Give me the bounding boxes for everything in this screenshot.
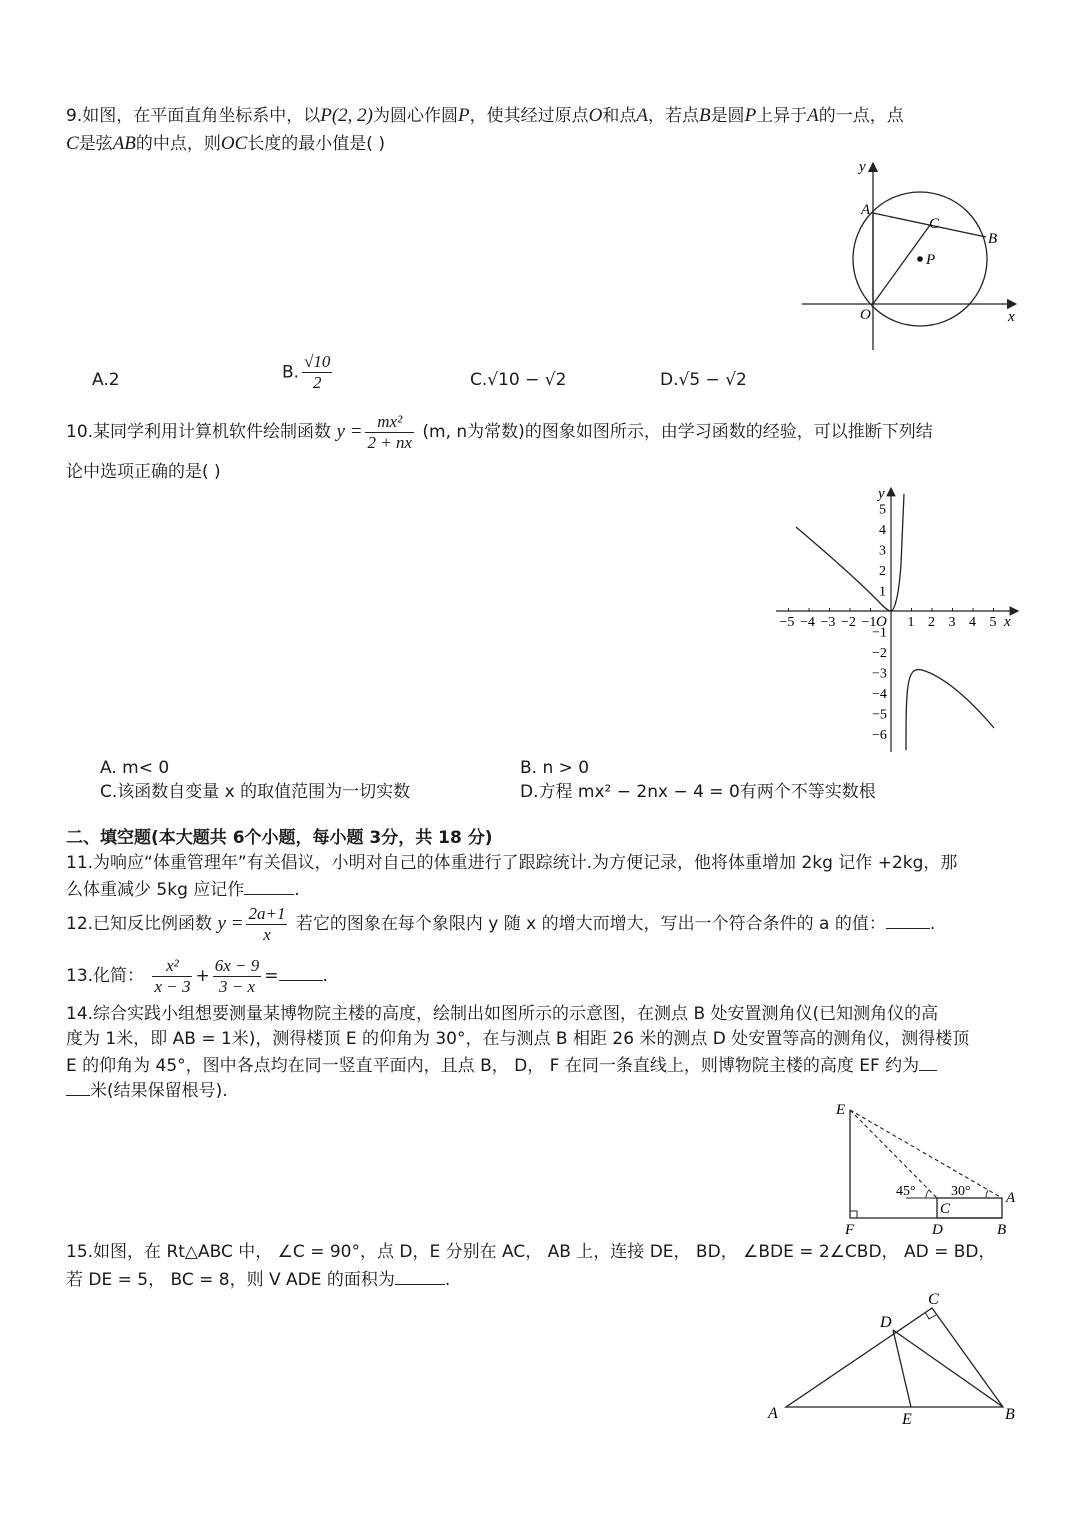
q14-sight-45	[850, 1110, 937, 1198]
q10-figure	[772, 484, 1024, 756]
q15-triangle-abc	[786, 1308, 1003, 1407]
q9-option-d-value: √5 − √2	[678, 370, 747, 390]
q9-text-c: ，使其经过原点	[469, 106, 589, 126]
q10-line2	[66, 460, 221, 484]
q14-line2	[66, 1027, 969, 1051]
q9-p2: P	[744, 105, 757, 126]
q9-option-d	[660, 368, 747, 392]
q10-text-c: 论中选项正确的是( )	[66, 462, 221, 482]
q10-x-tick-label: −3	[820, 615, 836, 630]
q9-b: B	[698, 105, 711, 126]
q15-label-e: E	[902, 1411, 912, 1428]
q9-option-b	[282, 352, 335, 393]
q10-x-tick-label: −4	[800, 615, 815, 630]
q11-line2	[66, 876, 300, 902]
q10-option-c-text: C.该函数自变量 x 的取值范围为一切实数	[100, 782, 411, 802]
q9-circle-p: P	[458, 105, 470, 126]
q10-x-tick-label: 1	[907, 615, 915, 630]
q9-label-a: A	[861, 202, 871, 218]
q13-end: .	[322, 966, 328, 986]
q9-oc: OC	[220, 133, 248, 154]
q11-text-2: 么体重减少 5kg 应记作	[66, 880, 245, 900]
q9-option-c-value: √10 − √2	[487, 370, 567, 390]
q10-den: 2 + nx	[367, 432, 412, 452]
q9-option-b-num: √10	[304, 352, 331, 371]
q10-option-b-text: B. n > 0	[520, 758, 590, 778]
q10-label-o: O	[876, 614, 887, 630]
q10-x-tick-label: 5	[989, 615, 997, 630]
q14-label-b: B	[997, 1222, 1007, 1238]
q9-text-g: 上异于	[756, 106, 808, 126]
q13-line	[66, 954, 328, 998]
q9-text-mid: 的中点，则	[135, 134, 221, 154]
q14-text-1: 14.综合实践小组想要测量某博物院主楼的高度，绘制出如图所示的示意图，在测点 B 处安置测角仪(已知测角仪的高	[66, 1004, 939, 1024]
q14-label-45: 45°	[896, 1184, 916, 1199]
q12-fraction	[246, 904, 287, 945]
q9-text-d: 和点	[602, 106, 637, 126]
q10-option-d-text: D.方程 mx² − 2nx − 4 = 0有两个不等实数根	[520, 782, 876, 802]
q10-y-tick-label: −3	[872, 666, 887, 682]
q9-option-b-den: 2	[313, 373, 322, 392]
q15-label-a: A	[768, 1405, 778, 1422]
q9-option-b-label: B.	[282, 362, 300, 383]
q14-answer-blank-b[interactable]	[66, 1077, 90, 1096]
q9-text-b: 为圆心作圆	[373, 106, 458, 126]
q10-text-b: (m, n为常数)的图象如图所示，由学习函数的经验，可以推断下列结	[422, 422, 933, 442]
q9-o: O	[588, 105, 603, 126]
q14-label-f: F	[845, 1222, 855, 1238]
q12-y-eq: y =	[217, 913, 244, 934]
section-heading-text: 二、填空题(本大题共 6个小题，每小题 3分，共 18 分)	[66, 828, 493, 848]
q15-label-b: B	[1005, 1406, 1015, 1423]
q10-option-b	[520, 756, 589, 780]
q9-label-b: B	[988, 231, 998, 247]
q14-sight-30	[850, 1110, 1002, 1198]
q14-label-d: D	[932, 1222, 943, 1238]
q10-y-tick-label: −4	[872, 687, 887, 702]
q12-num: 2a+1	[248, 903, 286, 923]
q14-label-e: E	[836, 1102, 846, 1118]
q9-option-a	[92, 368, 120, 392]
q15-segment-bd	[893, 1330, 1003, 1407]
q10-x-tick-label: −5	[779, 615, 795, 630]
q10-label-y: y	[878, 486, 885, 502]
q9-label-p: P	[926, 252, 936, 268]
q10-y-tick-label: 2	[879, 564, 886, 579]
q9-line2	[66, 132, 385, 156]
q9-text-h: 的一点，点	[818, 106, 904, 126]
section-heading	[66, 826, 493, 850]
q11-line1	[66, 851, 957, 875]
q13-answer-blank[interactable]	[279, 962, 323, 981]
q10-option-c	[100, 780, 410, 804]
q13-fraction-2	[213, 956, 262, 997]
q10-option-a-text: A. m< 0	[100, 758, 170, 778]
q11-text-1: 11.为响应“体重管理年”有关倡议，小明对自己的体重进行了跟踪统计.为方便记录，他将体重增加 2kg 记作 +2kg，那	[66, 853, 958, 873]
q9-label-y: y	[859, 159, 866, 175]
q10-option-d	[520, 780, 876, 804]
q14-line3	[66, 1052, 937, 1078]
q10-label-x: x	[1004, 614, 1011, 630]
q10-x-tick-label: −1	[861, 615, 877, 630]
q9-option-d-label: D.	[660, 370, 679, 390]
q13-eq: =	[264, 966, 279, 986]
q9-option-b-fraction	[302, 352, 332, 393]
q15-answer-blank[interactable]	[395, 1266, 445, 1285]
q15-text-1: 15.如图，在 Rt△ABC 中， ∠C = 90°，点 D，E 分别在 AC， AB 上，连接 DE， BD， ∠BDE = 2∠CBD， AD = BD，	[66, 1242, 996, 1262]
q9-segment-oc	[873, 225, 930, 304]
q10-y-tick-label: 3	[879, 543, 886, 559]
q10-fraction	[365, 412, 414, 453]
q13-den2: 3 − x	[218, 976, 256, 996]
q10-text-a: 10.某同学利用计算机软件绘制函数	[66, 422, 332, 442]
q10-y-tick-label: 4	[879, 523, 886, 538]
q14-text-2: 度为 1米，即 AB = 1米)，测得楼顶 E 的仰角为 30°，在与测点 B 相距 26 米的测点 D 处安置等高的测角仪，测得楼顶	[66, 1029, 970, 1049]
q9-line1	[66, 104, 904, 128]
q10-x-tick-label: 4	[969, 615, 976, 630]
q10-curve-right	[906, 670, 994, 750]
q10-x-tick-label: 3	[948, 615, 956, 630]
q14-line4	[66, 1077, 228, 1103]
q12-text-a: 12.已知反比例函数	[66, 914, 213, 934]
q9-text-e: ，若点	[647, 106, 699, 126]
q14-answer-blank-a[interactable]	[919, 1052, 937, 1071]
q11-answer-blank[interactable]	[244, 876, 294, 895]
q15-segment-de	[893, 1330, 911, 1407]
q10-curve-left	[796, 494, 904, 611]
q9-text-end: 长度的最小值是( )	[247, 134, 385, 154]
q13-num2: 6x − 9	[214, 955, 260, 975]
q13-num1: x²	[152, 956, 192, 977]
q15-label-c: C	[928, 1291, 939, 1308]
q14-label-30: 30°	[951, 1184, 971, 1199]
q13-fraction-1	[152, 956, 192, 997]
q15-line1	[66, 1240, 996, 1264]
q9-text-a: 9.如图，在平面直角坐标系中，以	[66, 106, 321, 126]
q12-den: x	[263, 924, 271, 944]
q10-y-tick-label: −6	[872, 728, 887, 743]
q9-figure	[800, 155, 1030, 355]
q14-figure	[826, 1098, 1026, 1238]
q9-label-x: x	[1008, 309, 1015, 325]
q10-x-tick-label: −2	[841, 615, 856, 630]
q15-label-d: D	[880, 1314, 892, 1331]
q9-a2: A	[807, 105, 819, 126]
q10-x-tick-label: 2	[928, 615, 935, 630]
q9-text-chord: 是弦	[78, 134, 113, 154]
q10-ticks	[780, 503, 997, 744]
q10-y-tick-label: 1	[879, 584, 886, 600]
q9-label-c: C	[929, 216, 940, 232]
q9-a: A	[636, 105, 648, 126]
q9-option-a-value: 2	[108, 370, 120, 390]
q11-end: .	[294, 880, 300, 900]
q14-label-a: A	[1006, 1190, 1016, 1206]
q9-option-a-label: A.	[92, 370, 109, 390]
q10-num: mx²	[365, 412, 414, 433]
q9-ab: AB	[112, 133, 136, 154]
q9-label-o: O	[860, 307, 871, 323]
q15-text-2: 若 DE = 5， BC = 8，则 V ADE 的面积为	[66, 1270, 395, 1290]
q10-line1	[66, 410, 933, 454]
q15-line2	[66, 1266, 450, 1292]
q14-label-c: C	[940, 1201, 951, 1217]
q9-point-p: P(2, 2)	[320, 105, 373, 126]
q15-end: .	[444, 1270, 451, 1290]
q12-line	[66, 902, 935, 946]
q9-option-c	[470, 368, 566, 392]
q15-figure	[760, 1286, 1030, 1436]
q10-y-tick-label: −1	[872, 625, 887, 641]
q9-c: C	[66, 133, 79, 154]
q13-text-a: 13.化简：	[66, 966, 145, 986]
q13-plus: +	[195, 966, 210, 986]
q12-text-b: 若它的图象在每个象限内 y 随 x 的增大而增大，写出一个符合条件的 a 的值：	[295, 914, 886, 934]
q10-option-a	[100, 756, 169, 780]
q10-y-eq: y =	[336, 421, 363, 442]
q14-text-4: 米(结果保留根号).	[90, 1081, 228, 1101]
q14-text-3: E 的仰角为 45°，图中各点均在同一竖直平面内，且点 B， D， F 在同一条直线上，则博物院主楼的高度 EF 约为	[66, 1056, 920, 1076]
q10-y-tick-label: −5	[872, 707, 887, 723]
q13-den1: x − 3	[154, 976, 191, 996]
q12-answer-blank[interactable]	[886, 910, 930, 929]
q9-text-f: 是圆	[710, 106, 745, 126]
q10-y-tick-label: 5	[879, 502, 886, 518]
q12-end: .	[929, 914, 936, 934]
q10-y-tick-label: −2	[872, 646, 887, 661]
q14-line1	[66, 1002, 938, 1026]
q9-option-c-label: C.	[470, 370, 488, 390]
q9-center-dot	[917, 256, 923, 262]
